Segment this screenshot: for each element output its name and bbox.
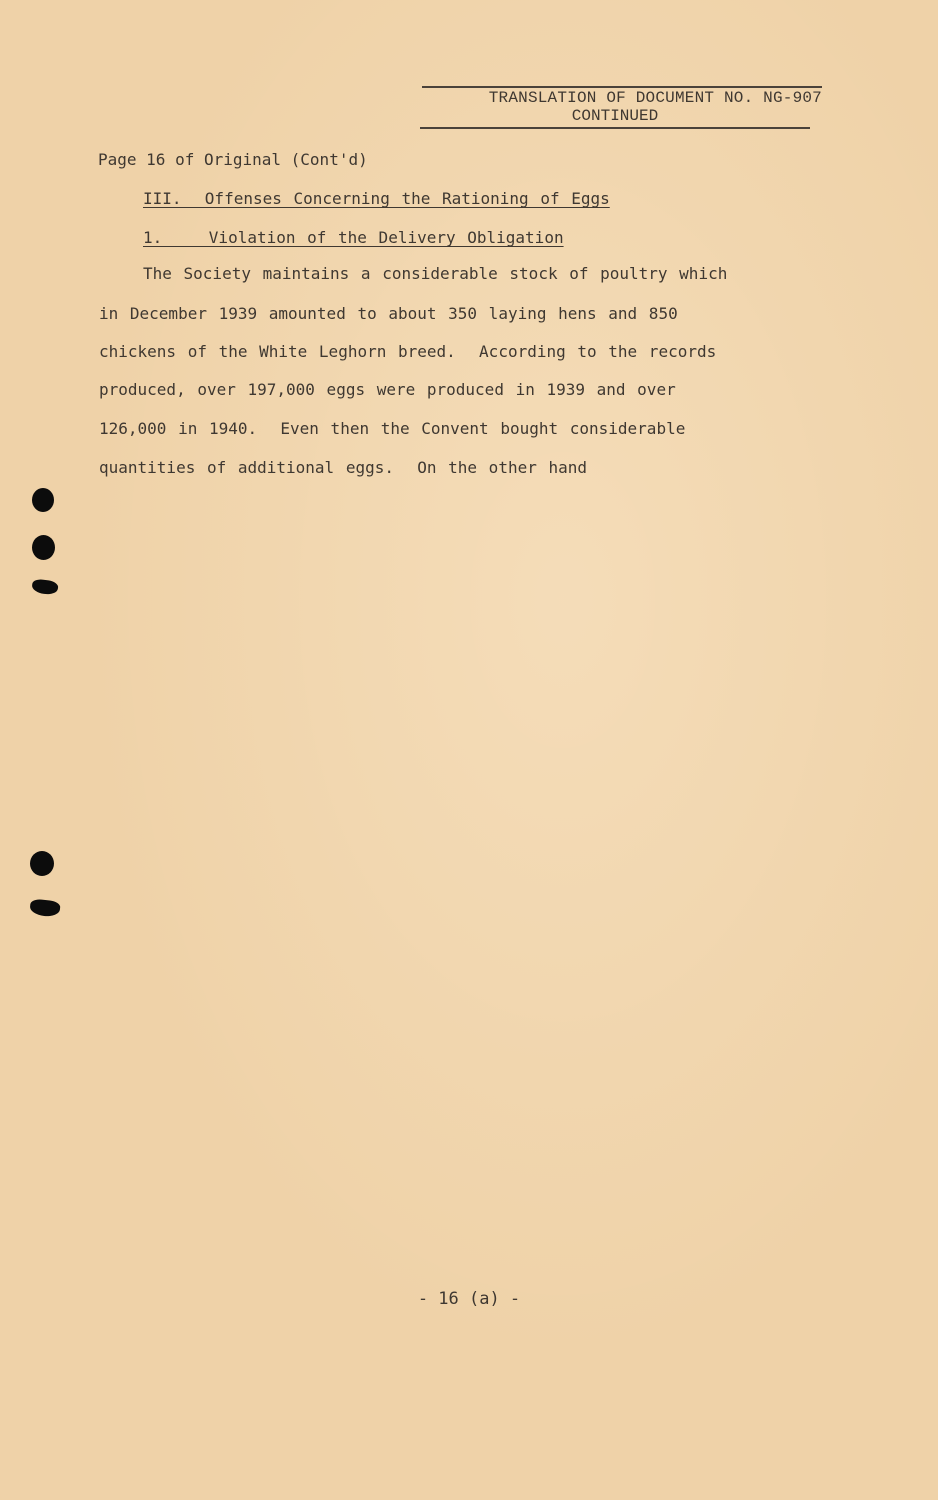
body-line: quantities of additional eggs. On the other hand <box>99 458 588 477</box>
punch-hole <box>30 851 54 876</box>
punch-hole <box>31 578 59 595</box>
punch-hole <box>29 898 61 917</box>
subsection-heading: 1. Violation of the Delivery Obligation <box>143 228 564 247</box>
page-reference: Page 16 of Original (Cont'd) <box>98 150 368 169</box>
section-heading: III. Offenses Concerning the Rationing of Eggs <box>143 189 610 208</box>
document-title: TRANSLATION OF DOCUMENT NO. NG-907 <box>488 89 822 107</box>
document-header <box>420 86 822 129</box>
body-line: produced, over 197,000 eggs were produced in 1939 and over <box>99 380 676 399</box>
body-line: chickens of the White Leghorn breed. According to the records <box>99 342 717 361</box>
punch-hole <box>32 488 54 512</box>
header-top-rule <box>422 86 822 88</box>
body-line: in December 1939 amounted to about 350 laying hens and 850 <box>99 304 678 323</box>
page-number-footer: - 16 (a) - <box>417 1289 521 1309</box>
body-line: 126,000 in 1940. Even then the Convent bought considerable <box>99 419 686 438</box>
punch-hole <box>32 535 55 560</box>
body-line: The Society maintains a considerable stock of poultry which <box>143 264 728 283</box>
document-subtitle: CONTINUED <box>420 107 810 129</box>
